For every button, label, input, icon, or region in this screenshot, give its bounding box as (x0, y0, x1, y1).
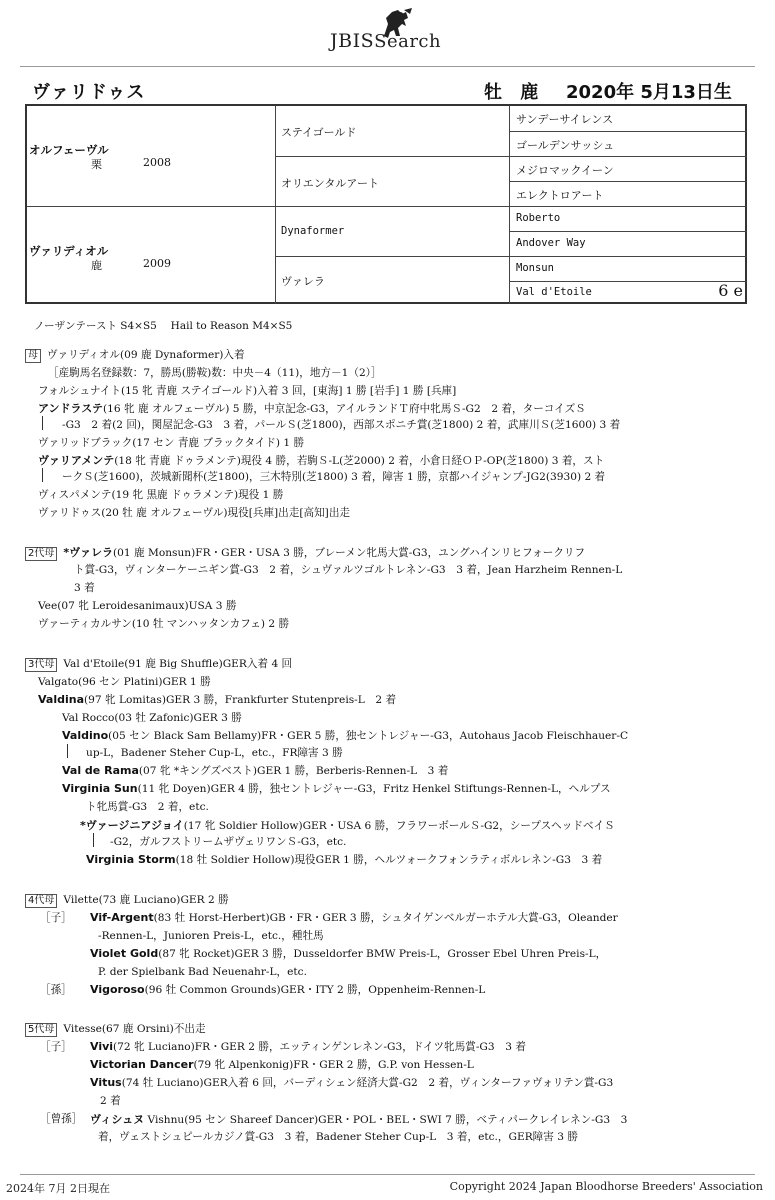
third-dam-section (25, 656, 292, 672)
third-dam-line-2: Valgato(96 セン Platini)GER 1 勝 (38, 676, 211, 688)
dam-line-8: ークＳ(芝1600)，茨城新聞杯(芝1800)，三木特別(芝1800) 3 着，障害 1 勝，京都ハイジャンプ-JG2(3930) 2 着 (62, 471, 606, 483)
continuation-bar (93, 833, 94, 847)
fourth-dam-line-1: Vilette(73 鹿 Luciano)GER 2 勝 (63, 894, 229, 906)
offspring-name[interactable]: Valdina (38, 693, 85, 706)
relation-tag: ［子］ (40, 1041, 72, 1053)
third-dam-line-9: ト牝馬賞-G3 2 着，etc. (86, 801, 209, 813)
copyright: Copyright 2024 Japan Bloodhorse Breeders' Association (449, 1180, 763, 1193)
horse-name: ヴァリドゥス (32, 82, 146, 103)
fourth-dam-line-2 (90, 910, 618, 925)
fourth-dam-line-3: -Rennen-L，Junioren Preis-L，etc.，種牡馬 (98, 930, 324, 942)
second-dam-line-4: Vee(07 牝 Leroidesanimaux)USA 3 勝 (38, 600, 237, 612)
third-dam-line-11: -G2，ガルフストリームザヴェリワンＳ-G3，etc. (110, 836, 347, 848)
section-label: 2代母 (25, 547, 57, 561)
g3-cell (509, 231, 747, 256)
third-dam-line-6: up-L，Badener Steher Cup-L，etc.，FR障害 3 勝 (86, 747, 343, 759)
g2-name[interactable]: ステイゴールド (281, 126, 357, 139)
second-dam-line-2: ト賞-G3，ヴィンターケーニギン賞-G3 2 着，シュヴァルツゴルトレネン-G3 3 着，Jean Harzheim Rennen-L (74, 564, 623, 576)
offspring-record: (11 牝 Doyen)GER 4 勝，独セントレジャー-G3，Fritz Henkel Stiftungs-Rennen-L，ヘルプス (137, 783, 611, 795)
fourth-dam-line-6 (90, 982, 485, 997)
third-dam-line-12 (86, 852, 602, 867)
offspring-name[interactable]: Vif-Argent (90, 911, 154, 924)
offspring-name[interactable]: Vivi (90, 1040, 114, 1053)
offspring-record: (17 牝 Soldier Hollow)GER・USA 6 勝，フラワーボールＳ-G2，シープスヘッドベイＳ (183, 820, 615, 832)
offspring-name[interactable]: Virginia Sun (62, 782, 138, 795)
g3-cell (509, 131, 747, 156)
offspring-record: (18 牝 青鹿 ドゥラメンテ)現役 4 勝，若駒Ｓ-L(芝2000) 2 着，小倉日経ＯＰ-OP(芝1800) 3 着，スト (114, 455, 605, 467)
offspring-name[interactable]: Violet Gold (90, 947, 159, 960)
g3-cell (509, 206, 747, 231)
offspring-record: (05 セン Black Sam Bellamy)FR・GER 5 勝，独セントレジャー-G3，Autohaus Jacob Fleischhauer-C (108, 730, 629, 742)
second-dam-line-5: ヴァーティカルサン(10 牡 マンハッタンカフェ) 2 勝 (38, 618, 290, 630)
family-number: 6 e (718, 281, 743, 300)
g3-cell (509, 181, 747, 206)
dam-line-1: ヴァリディオル(09 鹿 Dynaformer)入着 (47, 349, 245, 361)
footer-divider (20, 1174, 755, 1175)
dam-line-5: -G3 2 着(2 回)，関屋記念-G3 3 着，パールＳ(芝1800)，西部スポニチ賞(芝1800) 2 着，武庫川Ｓ(芝1600) 3 着 (62, 419, 621, 431)
logo-prefix: JBIS (330, 30, 375, 52)
relation-tag: ［曾孫］ (40, 1113, 83, 1125)
offspring-name[interactable]: Vigoroso (90, 983, 145, 996)
fifth-dam-line-4 (90, 1075, 613, 1090)
g3-name[interactable]: Andover Way (516, 237, 586, 249)
offspring-name[interactable]: Val de Rama (62, 764, 139, 777)
third-dam-line-3 (38, 692, 396, 707)
inbreeding-note: ノーザンテースト S4×S5 Hail to Reason M4×S5 (34, 320, 293, 332)
third-dam-line-5 (62, 728, 628, 743)
sire-name[interactable]: オルフェーヴル (29, 143, 109, 157)
g3-cell (509, 256, 747, 281)
sex-color: 牡 鹿 (484, 82, 545, 103)
g3-cell (509, 281, 747, 304)
logo-suffix: Search (374, 31, 442, 52)
g3-cell (509, 106, 747, 131)
fifth-dam-line-5: 2 着 (100, 1095, 121, 1107)
fifth-dam-line-7: 着，ヴェストシュピールカジノ賞-G3 3 着，Badener Steher Cup-L 3 着，etc.，GER障害 3 勝 (98, 1131, 578, 1143)
third-dam-line-4: Val Rocco(03 牡 Zafonic)GER 3 勝 (62, 712, 242, 724)
dam-line-9: ヴィスパメンテ(19 牝 黒鹿 ドゥラメンテ)現役 1 勝 (38, 489, 284, 501)
fifth-dam-line-2 (90, 1039, 526, 1054)
site-logo[interactable] (0, 0, 775, 60)
offspring-record: (74 牡 Luciano)GER入着 6 回，バーディシェン経済大賞-G2 2 着，ヴィンターファヴォリテン賞-G3 (121, 1077, 614, 1089)
section-label: 母 (25, 349, 41, 363)
offspring-name[interactable]: *ヴァージニアジョイ (80, 819, 184, 832)
g3-name[interactable]: Monsun (516, 262, 554, 274)
dam-line-6: ヴァリッドブラック(17 セン 青鹿 ブラックタイド) 1 勝 (38, 437, 305, 449)
section-label: 5代母 (25, 1023, 57, 1037)
third-dam-line-10 (80, 817, 615, 833)
g2-cell (275, 256, 509, 304)
offspring-record: (83 牡 Horst-Herbert)GB・FR・GER 3 勝，シュタイゲンベルガーホテル大賞-G3，Oleander (153, 912, 618, 924)
offspring-name[interactable]: Vitus (90, 1076, 122, 1089)
continuation-bar (67, 744, 68, 758)
offspring-record: (72 牝 Luciano)FR・GER 2 勝，エッティンゲンレネン-G3，ドイツ牝馬賞-G3 3 着 (113, 1041, 526, 1053)
offspring-record: (96 牡 Common Grounds)GER・ITY 2 勝，Oppenheim-Rennen-L (144, 984, 486, 996)
g2-name[interactable]: ヴァレラ (281, 275, 325, 288)
fifth-dam-section (25, 1021, 206, 1037)
relation-tag: ［孫］ (40, 984, 72, 996)
third-dam-line-7 (62, 763, 448, 778)
header-divider (20, 66, 755, 67)
offspring-name[interactable]: ヴィシュヌ (90, 1113, 145, 1126)
g2-cell (275, 206, 509, 256)
offspring-record: (79 牝 Alpenkonig)FR・GER 2 勝，G.P. von Hessen-L (193, 1059, 474, 1071)
sire-year: 2008 (143, 156, 171, 169)
offspring-record: Vishnu(95 セン Shareef Dancer)GER・POL・BEL・SWI 7 勝，ベティパークレイレネン-G3 3 (144, 1114, 628, 1126)
fourth-dam-line-5: P. der Spielbank Bad Neuenahr-L，etc. (98, 966, 307, 978)
fifth-dam-line-6 (90, 1111, 627, 1127)
dam-color: 鹿 (91, 259, 102, 272)
offspring-name[interactable]: Valdino (62, 729, 109, 742)
dam-line-3: フォルシュナイト(15 牝 青鹿 ステイゴールド)入着 3 回，[東海] 1 勝 [岩手] 1 勝 [兵庫] (38, 385, 457, 397)
g3-name[interactable]: メジロマックイーン (516, 164, 614, 177)
dam-section (25, 347, 245, 363)
g3-name[interactable]: Roberto (516, 212, 561, 224)
dam-line-4 (38, 400, 586, 416)
offspring-name[interactable]: アンドラステ (38, 402, 104, 415)
offspring-record: (18 牡 Soldier Hollow)現役GER 1 勝，ヘルツォークフォンラティボルレネン-G3 3 着 (175, 854, 603, 866)
dam-line-7 (38, 452, 604, 468)
pedigree-table (25, 104, 747, 304)
offspring-record: (87 牝 Rocket)GER 3 勝，Dusseldorfer BMW Preis-L，Grosser Ebel Uhren Preis-L， (158, 948, 607, 960)
g3-name[interactable]: サンデーサイレンス (516, 113, 614, 126)
offspring-record: (07 牝 *キングズベスト)GER 1 勝，Berberis-Rennen-L 3 着 (138, 765, 449, 777)
offspring-name[interactable]: Virginia Storm (86, 853, 176, 866)
fourth-dam-line-4 (90, 946, 606, 961)
second-dam-record: (01 鹿 Monsun)FR・GER・USA 3 勝，ブレーメン牝馬大賞-G3，ユングハインリヒフォークリフ (113, 547, 586, 559)
fifth-dam-line-1: Vitesse(67 鹿 Orsini)不出走 (63, 1023, 206, 1035)
third-dam-line-1: Val d'Etoile(91 鹿 Big Shuffle)GER入着 4 回 (63, 658, 293, 670)
dam-year: 2009 (143, 257, 171, 270)
offspring-record: (16 牝 鹿 オルフェーヴル) 5 勝，中京記念-G3，アイルランドＴ府中牝馬Ｓ-G2 2 着，ターコイズＳ (103, 403, 586, 415)
section-label: 3代母 (25, 658, 57, 672)
relation-tag: ［子］ (40, 912, 72, 924)
second-dam-line-3: 3 着 (74, 582, 95, 594)
g2-name[interactable]: Dynaformer (281, 225, 345, 237)
g2-cell (275, 106, 509, 156)
g2-cell (275, 156, 509, 206)
offspring-name[interactable]: ヴァリアメンテ (38, 454, 115, 467)
sire-color: 栗 (91, 158, 102, 171)
fourth-dam-section (25, 892, 229, 908)
as-of-date: 2024年 7月 2日現在 (6, 1182, 110, 1195)
fifth-dam-line-3 (90, 1057, 474, 1072)
dam-line-2: ［産駒馬名登録数：7，勝馬(勝鞍)数：中央－4（11)，地方－1（2）］ (48, 367, 382, 379)
g2-name[interactable]: オリエンタルアート (281, 177, 380, 190)
offspring-record: (97 牝 Lomitas)GER 3 勝，Frankfurter Stutenpreis-L 2 着 (84, 694, 397, 706)
dam-line-10: ヴァリドゥス(20 牡 鹿 オルフェーヴル)現役[兵庫]出走[高知]出走 (38, 507, 351, 519)
second-dam-name[interactable]: *ヴァレラ (63, 546, 114, 559)
dam-cell (27, 206, 275, 304)
continuation-bar (42, 468, 43, 482)
second-dam-section (25, 544, 585, 561)
g3-name[interactable]: ゴールデンサッシュ (516, 139, 615, 152)
continuation-bar (42, 416, 43, 430)
offspring-name[interactable]: Victorian Dancer (90, 1058, 194, 1071)
dam-name[interactable]: ヴァリディオル (29, 244, 109, 258)
g3-name[interactable]: エレクトロアート (516, 189, 604, 202)
g3-cell (509, 156, 747, 181)
g3-name[interactable]: Val d'Etoile (516, 286, 592, 298)
birth-date: 2020年 5月13日生 (566, 82, 732, 103)
third-dam-line-8 (62, 781, 611, 796)
sire-cell (27, 106, 275, 206)
section-label: 4代母 (25, 894, 57, 908)
